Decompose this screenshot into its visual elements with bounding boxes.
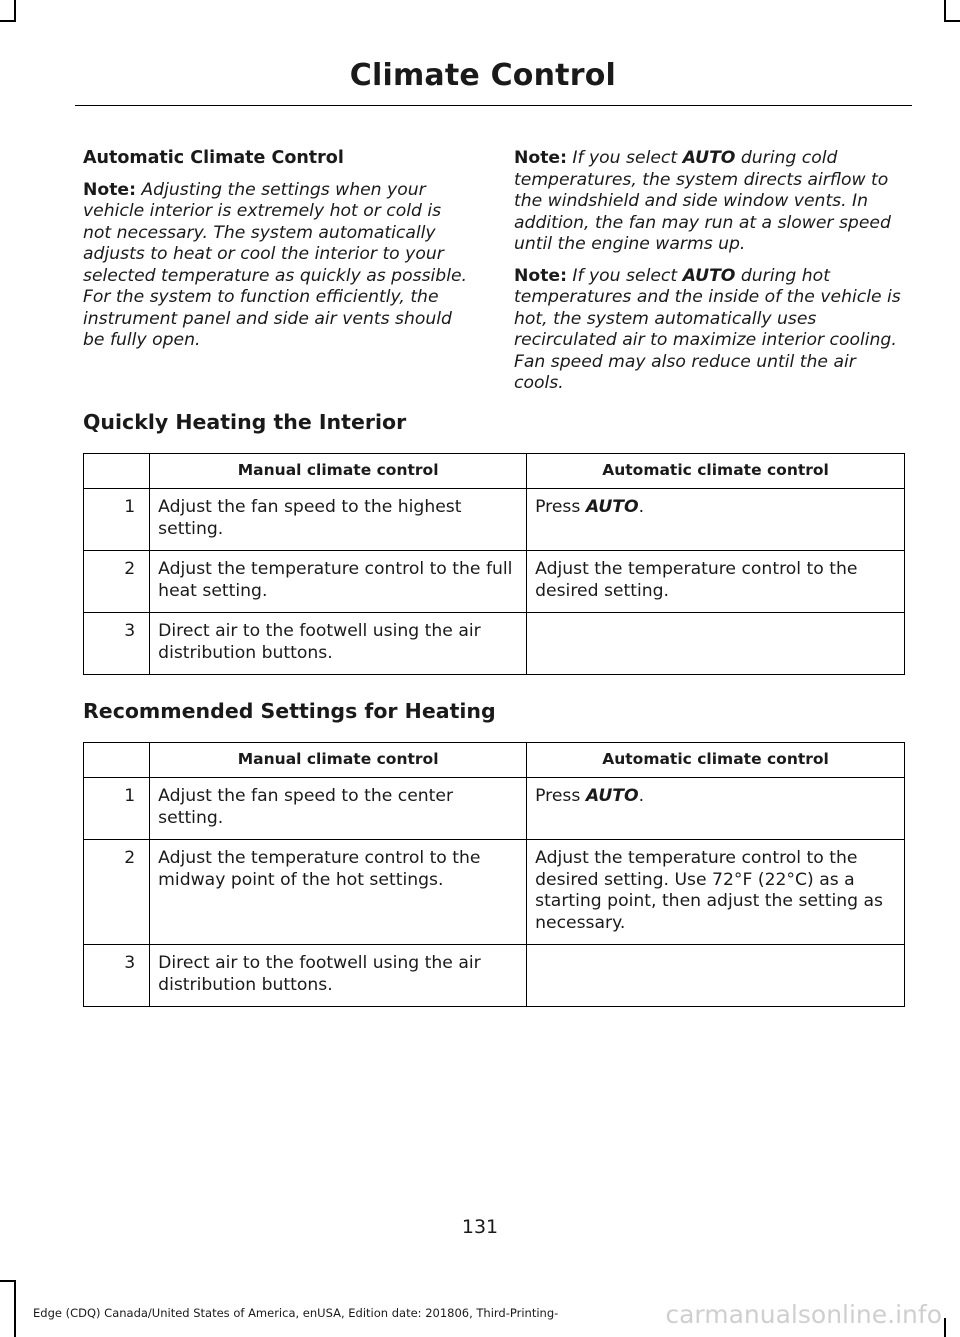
crop-mark-top-left-horizontal [0, 20, 16, 22]
manual-step: Adjust the temperature control to the midway point of the hot settings. [150, 840, 527, 945]
table-row [84, 778, 905, 840]
intro-note-1 [83, 180, 473, 352]
page-header-title: Climate Control [349, 58, 616, 93]
step-number: 2 [84, 840, 150, 945]
note-body: during cold temperatures, the system directs airflow to the windshield and side window vents. In addition, the fan may run at a slower speed until the engine warms up. [514, 148, 891, 254]
manual-step: Adjust the temperature control to the full heat setting. [150, 551, 527, 613]
intro-note-3 [514, 266, 909, 395]
crop-mark-top-left [14, 0, 16, 20]
auto-text: . [638, 786, 645, 806]
auto-keyword: AUTO [585, 497, 639, 517]
header-manual: Manual climate control [150, 454, 527, 489]
automatic-step [527, 778, 905, 840]
auto-keyword: AUTO [585, 786, 639, 806]
automatic-step [527, 551, 905, 613]
step-number: 1 [84, 778, 150, 840]
crop-mark-bottom-left [14, 1280, 16, 1337]
manual-step: Adjust the fan speed to the highest setting. [150, 489, 527, 551]
table-header-row [84, 743, 905, 778]
crop-mark-bottom-right [944, 1318, 946, 1337]
note-body: during hot temperatures and the inside of the vehicle is hot, the system automatically uses recirculated air to maximize interior cooling. Fan speed may also reduce until the air cools. [514, 265, 901, 393]
intro-note-2 [514, 148, 909, 256]
crop-mark-top-right [944, 0, 946, 20]
automatic-step [527, 489, 905, 551]
auto-text: Press [535, 786, 586, 806]
section-title-quick-heating: Quickly Heating the Interior [83, 410, 407, 434]
crop-mark-top-right-horizontal [944, 20, 960, 22]
intro-left-column [83, 148, 473, 352]
manual-step: Adjust the fan speed to the center setting. [150, 778, 527, 840]
note-body: If you select [566, 265, 683, 286]
table-row [84, 613, 905, 675]
intro-right-column [514, 148, 909, 395]
header-rule [75, 105, 912, 106]
step-number: 1 [84, 489, 150, 551]
note-label: Note: [83, 179, 136, 200]
auto-text: . [638, 497, 645, 517]
page-number: 131 [461, 1216, 499, 1238]
header-automatic: Automatic climate control [527, 454, 905, 489]
header-automatic: Automatic climate control [527, 743, 905, 778]
recommended-heating-table [83, 742, 905, 1007]
automatic-step [527, 945, 905, 1007]
table-row [84, 489, 905, 551]
automatic-step [527, 613, 905, 675]
auto-keyword: AUTO [682, 148, 736, 168]
intro-heading: Automatic Climate Control [83, 148, 344, 168]
step-number: 3 [84, 613, 150, 675]
manual-step: Direct air to the footwell using the air distribution buttons. [150, 945, 527, 1007]
note-body: Adjusting the settings when your vehicle interior is extremely hot or cold is not necessary. The system automatically adjusts to heat or cool the interior to your selected temperature as quickly as possible. For the system to function efficiently, the instrument panel and side air vents should be fully open. [83, 179, 468, 350]
step-number: 3 [84, 945, 150, 1007]
automatic-step [527, 840, 905, 945]
header-manual: Manual climate control [150, 743, 527, 778]
header-blank-cell [84, 454, 150, 489]
edition-footer: Edge (CDQ) Canada/United States of America, enUSA, Edition date: 201806, Third-Printing- [33, 1306, 559, 1320]
manual-step: Direct air to the footwell using the air distribution buttons. [150, 613, 527, 675]
note-label: Note: [514, 265, 567, 286]
table-header-row [84, 454, 905, 489]
crop-mark-bottom-left-horizontal [0, 1280, 16, 1282]
auto-keyword: AUTO [682, 265, 736, 286]
auto-text: Adjust the temperature control to the desired setting. Use 72°F (22°C) as a starting point, then adjust the setting as necessary. [535, 848, 883, 933]
section-title-recommended-heating: Recommended Settings for Heating [83, 699, 496, 723]
watermark: carmanualsonline.info [665, 1300, 942, 1329]
note-body: If you select [566, 148, 683, 168]
step-number: 2 [84, 551, 150, 613]
table-row [84, 551, 905, 613]
table-row [84, 840, 905, 945]
auto-text: Adjust the temperature control to the desired setting. [535, 559, 858, 601]
note-label: Note: [514, 148, 567, 168]
auto-text: Press [535, 497, 586, 517]
table-row [84, 945, 905, 1007]
quick-heating-table [83, 453, 905, 675]
header-blank-cell [84, 743, 150, 778]
